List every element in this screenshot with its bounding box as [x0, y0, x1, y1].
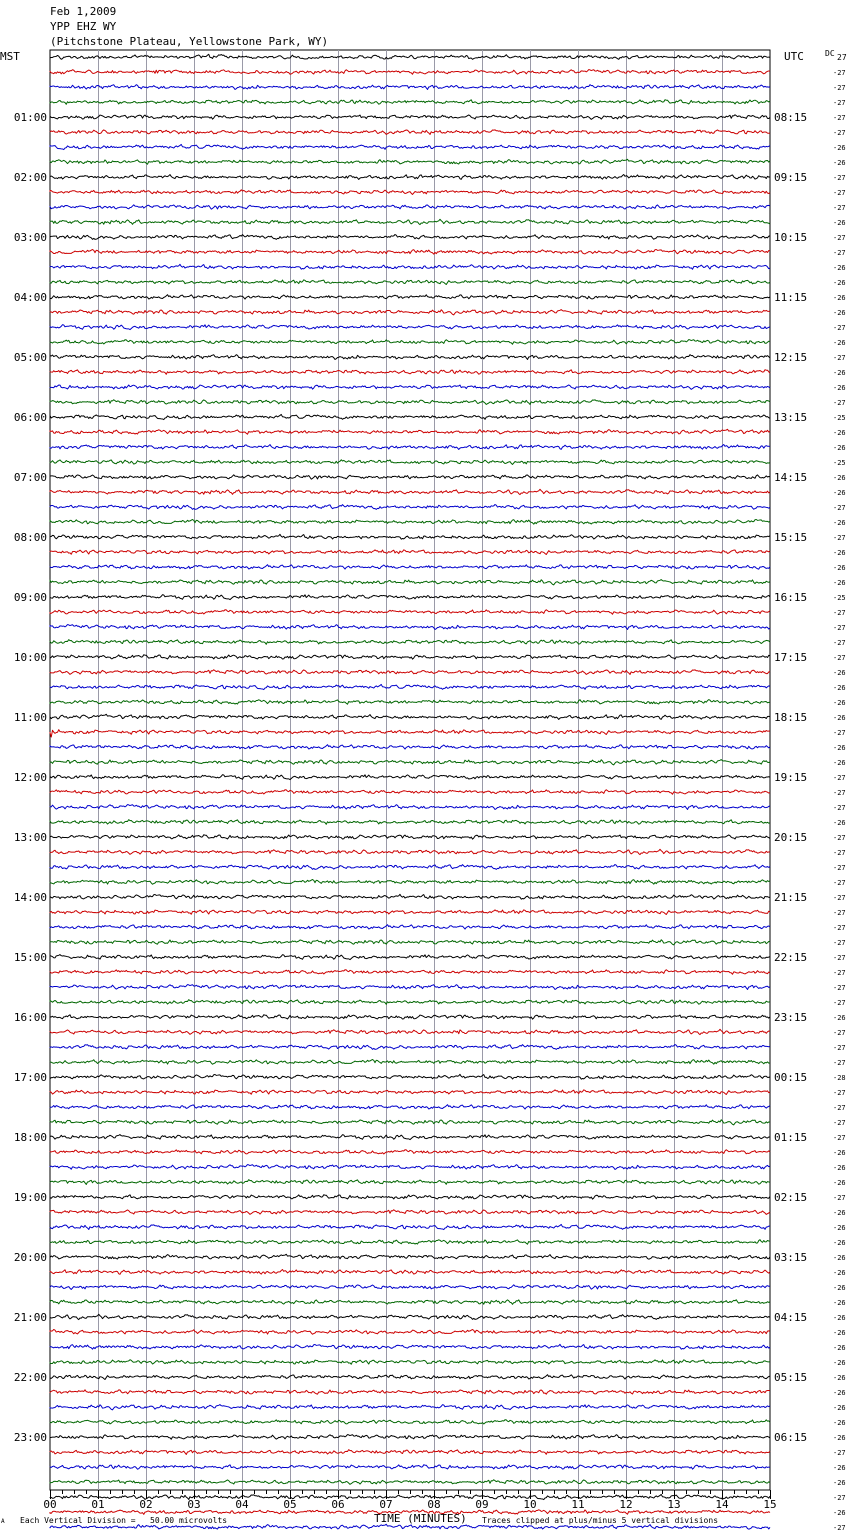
trace-line [50, 310, 770, 315]
trace-line [50, 1015, 770, 1019]
dc-offset-label: -26 [833, 1464, 846, 1472]
dc-offset-label: -26 [833, 744, 846, 752]
utc-time-label: 19:15 [774, 771, 808, 784]
dc-offset-label: -26 [833, 474, 846, 482]
mst-time-label: 20:00 [13, 1251, 47, 1264]
dc-offset-label: -27 [833, 879, 846, 887]
mst-time-label: 13:00 [13, 831, 47, 844]
dc-offset-label: -26 [833, 699, 846, 707]
dc-offset-label: -26 [833, 369, 846, 377]
dc-offset-label: -27 [833, 534, 846, 542]
trace-line [50, 235, 770, 240]
x-tick-label: 03 [187, 1498, 201, 1511]
trace-layer [50, 54, 770, 1534]
trace-line [50, 880, 770, 885]
dc-offset-label: -27 [833, 234, 846, 242]
dc-offset-label: -26 [833, 309, 846, 317]
dc-offset-label: -27 [833, 1134, 846, 1142]
mst-time-label: 12:00 [13, 771, 47, 784]
mst-time-label: 04:00 [13, 291, 47, 304]
trace-line [50, 1435, 770, 1440]
dc-offset-label: -27 [833, 1104, 846, 1112]
mst-time-label: 02:00 [13, 171, 47, 184]
trace-line [50, 1450, 770, 1455]
trace-line [50, 489, 770, 494]
trace-line [50, 444, 770, 449]
trace-line [50, 700, 770, 705]
trace-line [50, 534, 770, 539]
dc-offset-label: -26 [833, 1374, 846, 1382]
mst-time-label: 19:00 [13, 1191, 47, 1204]
utc-time-label: 21:15 [774, 891, 808, 904]
trace-line [50, 1060, 770, 1065]
trace-line [50, 580, 770, 585]
trace-line [50, 684, 770, 689]
trace-line [50, 1285, 770, 1290]
trace-line [50, 925, 770, 929]
trace-line [50, 505, 770, 510]
trace-line [50, 775, 770, 780]
mst-time-label: 05:00 [13, 351, 47, 364]
utc-time-label: 22:15 [774, 951, 808, 964]
x-tick-label: 07 [379, 1498, 393, 1511]
trace-line [50, 130, 770, 135]
dc-offset-label: -26 [833, 714, 846, 722]
trace-line [50, 219, 770, 224]
trace-line [50, 100, 770, 105]
dc-offset-label: -27 [833, 639, 846, 647]
dc-offset-label: -27 [833, 204, 846, 212]
dc-offset-label: -26 [833, 384, 846, 392]
footer-mark: A [1, 1518, 5, 1525]
dc-offset-label: -28 [833, 1074, 846, 1082]
dc-offset-label: -26 [833, 294, 846, 302]
dc-offset-label: -26 [833, 579, 846, 587]
mst-time-label: 11:00 [13, 711, 47, 724]
trace-line [50, 1524, 770, 1529]
utc-time-label: 13:15 [774, 411, 808, 424]
mst-time-label: 14:00 [13, 891, 47, 904]
dc-offset-label: -26 [833, 819, 846, 827]
mst-time-label: 23:00 [13, 1431, 47, 1444]
dc-offset-label: -26 [833, 279, 846, 287]
trace-line [50, 1000, 770, 1005]
x-tick-label: 11 [571, 1498, 585, 1511]
trace-line [50, 849, 770, 854]
trace-line [50, 955, 770, 960]
dc-offset-label: -27 [833, 864, 846, 872]
mst-time-label: 08:00 [13, 531, 47, 544]
dc-offset-label: -27 [833, 834, 846, 842]
dc-offset-label: -26 [833, 1509, 846, 1517]
dc-offset-label: -27 [833, 729, 846, 737]
dc-offset-label: -26 [833, 1314, 846, 1322]
dc-offset-label: -26 [833, 339, 846, 347]
trace-line [50, 760, 770, 765]
dc-offset-label: -26 [833, 1164, 846, 1172]
utc-time-label: 04:15 [774, 1311, 808, 1324]
dc-offset-label: -27 [833, 999, 846, 1007]
trace-line [50, 940, 770, 945]
dc-offset-label: -26 [833, 1389, 846, 1397]
trace-line [50, 910, 770, 915]
mst-time-label: 18:00 [13, 1131, 47, 1144]
trace-line [50, 714, 770, 719]
dc-offset-label: -27 [833, 399, 846, 407]
dc-offset-label: -27 [833, 174, 846, 182]
trace-line [50, 1120, 770, 1125]
dc-offset-label: -27 [833, 324, 846, 332]
x-tick-label: 08 [427, 1498, 441, 1511]
dc-offset-label: -27 [833, 114, 846, 122]
trace-line [50, 1135, 770, 1140]
dc-offset-label: -27 [833, 954, 846, 962]
utc-time-label: 23:15 [774, 1011, 808, 1024]
dc-offset-label: -26 [833, 519, 846, 527]
trace-line [50, 730, 770, 737]
utc-time-label: 00:15 [774, 1071, 808, 1084]
dc-offset-label: -26 [833, 1359, 846, 1367]
trace-line [50, 70, 770, 75]
dc-offset-label: -27 [833, 939, 846, 947]
trace-line [50, 1180, 770, 1185]
trace-line [50, 85, 770, 90]
trace-line [50, 1254, 770, 1259]
x-tick-label: 15 [763, 1498, 777, 1511]
utc-time-label: 20:15 [774, 831, 808, 844]
trace-line [50, 144, 770, 149]
header-location: (Pitchstone Plateau, Yellowstone Park, WY) [50, 35, 329, 48]
dc-offset-label: -27 [833, 354, 846, 362]
dc-offset-label: -26 [833, 489, 846, 497]
dc-offset-label: -26 [833, 159, 846, 167]
dc-offset-label: -27 [833, 609, 846, 617]
dc-offset-label: -27 [833, 1029, 846, 1037]
trace-line [50, 400, 770, 405]
mst-time-label: 09:00 [13, 591, 47, 604]
trace-line [50, 1105, 770, 1109]
dc-offset-label: -27 [833, 789, 846, 797]
trace-line [50, 385, 770, 389]
dc-offset-label: -26 [833, 1014, 846, 1022]
trace-line [50, 1224, 770, 1229]
trace-line [50, 655, 770, 659]
dc-offset-label: -27 [833, 969, 846, 977]
dc-offset-label: -26 [833, 1269, 846, 1277]
dc-offset-label: -27 [833, 1059, 846, 1067]
dc-offset-label: -26 [833, 759, 846, 767]
trace-line [50, 1480, 770, 1485]
x-tick-label: 13 [667, 1498, 681, 1511]
dc-offset-label: -26 [833, 1344, 846, 1352]
trace-line [50, 115, 770, 120]
dc-offset-label: -27 [833, 984, 846, 992]
mst-time-label: 15:00 [13, 951, 47, 964]
dc-offset-label: -26 [833, 1254, 846, 1262]
dc-offset-label: -26 [833, 1179, 846, 1187]
trace-line [50, 1465, 770, 1469]
trace-line [50, 894, 770, 899]
dc-offset-label: -27 [833, 894, 846, 902]
dc-offset-label: -27 [833, 1494, 846, 1502]
trace-line [50, 1269, 770, 1274]
dc-offset-label: -26 [833, 264, 846, 272]
dc-offset-label: -27 [833, 624, 846, 632]
x-tick-label: 05 [283, 1498, 297, 1511]
utc-time-label: 14:15 [774, 471, 808, 484]
trace-line [50, 429, 770, 434]
trace-line [50, 355, 770, 360]
x-tick-label: 09 [475, 1498, 489, 1511]
dc-offset-label: -26 [833, 1284, 846, 1292]
header-station: YPP EHZ WY [50, 20, 117, 33]
dc-offset-label: -27 [833, 1449, 846, 1457]
utc-time-label: 10:15 [774, 231, 808, 244]
trace-line [50, 1240, 770, 1245]
trace-line [50, 250, 770, 255]
trace-line [50, 1314, 770, 1319]
dc-offset-label: -27 [833, 804, 846, 812]
trace-line [50, 1390, 770, 1394]
dc-offset-label: -26 [833, 1419, 846, 1427]
mst-time-label: 06:00 [13, 411, 47, 424]
dc-offset-label: -25 [833, 459, 846, 467]
trace-line [50, 625, 770, 630]
trace-line [50, 159, 770, 164]
trace-line [50, 414, 770, 419]
dc-offset-label: -26 [833, 1479, 846, 1487]
x-tick-label: 02 [139, 1498, 153, 1511]
dc-offset-label: -27 [833, 849, 846, 857]
utc-time-label: 06:15 [774, 1431, 808, 1444]
trace-line [50, 1195, 770, 1199]
dc-offset-label: -26 [833, 1209, 846, 1217]
x-tick-label: 12 [619, 1498, 633, 1511]
dc-offset-label: -27 [833, 1089, 846, 1097]
trace-line [50, 550, 770, 555]
dc-offset-label: -27 [833, 1524, 846, 1532]
right-zone-label: UTC [784, 50, 804, 63]
trace-line [50, 54, 770, 59]
trace-line [50, 295, 770, 299]
dc-offset-label: -27 [833, 69, 846, 77]
utc-time-label: 03:15 [774, 1251, 808, 1264]
dc-offset-label: -26 [833, 429, 846, 437]
trace-line [50, 670, 770, 675]
x-tick-label: 06 [331, 1498, 345, 1511]
trace-line [50, 1045, 770, 1050]
dc-offset-label: -27 [833, 84, 846, 92]
trace-line [50, 174, 770, 179]
trace-line [50, 790, 770, 795]
mst-time-label: 22:00 [13, 1371, 47, 1384]
trace-line [50, 205, 770, 209]
utc-time-label: 05:15 [774, 1371, 808, 1384]
trace-line [50, 970, 770, 975]
dc-offset-label: -27 [833, 909, 846, 917]
dc-offset-label: -27 [833, 1044, 846, 1052]
dc-offset-label: -26 [833, 444, 846, 452]
trace-line [50, 1150, 770, 1154]
mst-time-label: 10:00 [13, 651, 47, 664]
left-zone-label: MST [0, 50, 20, 63]
trace-line [50, 985, 770, 990]
trace-line [50, 1029, 770, 1034]
trace-line [50, 190, 770, 195]
dc-offset-label: -27 [833, 1194, 846, 1202]
footer-vertical-division: Each Vertical Division = 50.00 microvolts [20, 1516, 228, 1525]
trace-line [50, 805, 770, 810]
dc-offset-label: -27 [833, 774, 846, 782]
utc-time-label: 08:15 [774, 111, 808, 124]
dc-offset-label: -27 [833, 504, 846, 512]
dc-offset-label: -26 [833, 1149, 846, 1157]
x-axis [43, 1490, 776, 1511]
trace-line [50, 340, 770, 345]
trace-line [50, 595, 770, 600]
dc-offset-label: -25 [833, 594, 846, 602]
trace-line [50, 1360, 770, 1365]
trace-line [50, 610, 770, 615]
utc-time-label: 09:15 [774, 171, 808, 184]
trace-line [50, 865, 770, 870]
header-date: Feb 1,2009 [50, 5, 117, 18]
utc-time-label: 17:15 [774, 651, 808, 664]
utc-time-label: 02:15 [774, 1191, 808, 1204]
trace-line [50, 475, 770, 479]
dc-offset-label: -26 [833, 1434, 846, 1442]
dc-offset-label: -26 [833, 684, 846, 692]
dc-offset-label: -26 [833, 549, 846, 557]
trace-line [50, 565, 770, 569]
trace-line [50, 1405, 770, 1410]
dc-top-value: 27 [837, 53, 847, 62]
trace-line [50, 1210, 770, 1215]
trace-line [50, 1420, 770, 1424]
mst-time-label: 21:00 [13, 1311, 47, 1324]
dc-offset-label: -27 [833, 924, 846, 932]
trace-line [50, 1090, 770, 1095]
x-tick-label: 10 [523, 1498, 537, 1511]
dc-offset-label: -27 [833, 129, 846, 137]
dc-offset-label: -26 [833, 1299, 846, 1307]
dc-offset-label: -26 [833, 1404, 846, 1412]
utc-time-label: 15:15 [774, 531, 808, 544]
label-layer [14, 69, 846, 1534]
trace-line [50, 1300, 770, 1305]
trace-line [50, 264, 770, 269]
dc-offset-label: -26 [833, 564, 846, 572]
utc-time-label: 01:15 [774, 1131, 808, 1144]
x-tick-label: 00 [43, 1498, 57, 1511]
trace-line [50, 820, 770, 825]
trace-line [50, 370, 770, 375]
utc-time-label: 18:15 [774, 711, 808, 724]
mst-time-label: 03:00 [13, 231, 47, 244]
dc-offset-label: -26 [833, 1224, 846, 1232]
trace-line [50, 325, 770, 330]
dc-offset-label: -25 [833, 414, 846, 422]
x-tick-label: 01 [91, 1498, 105, 1511]
dc-offset-label: -26 [833, 1329, 846, 1337]
mst-time-label: 17:00 [13, 1071, 47, 1084]
dc-offset-label: -27 [833, 1119, 846, 1127]
dc-offset-label: -26 [833, 144, 846, 152]
trace-line [50, 1165, 770, 1170]
trace-line [50, 1344, 770, 1349]
utc-time-label: 12:15 [774, 351, 808, 364]
trace-line [50, 280, 770, 285]
trace-line [50, 520, 770, 525]
dc-offset-label: -27 [833, 654, 846, 662]
dc-offset-label: -27 [833, 249, 846, 257]
dc-offset-label: -26 [833, 219, 846, 227]
trace-line [50, 640, 770, 645]
trace-line [50, 835, 770, 839]
trace-line [50, 1375, 770, 1380]
mst-time-label: 07:00 [13, 471, 47, 484]
x-tick-label: 04 [235, 1498, 249, 1511]
footer-clip-note: Traces clipped at plus/minus 5 vertical divisions [482, 1516, 719, 1525]
dc-offset-label: -26 [833, 1239, 846, 1247]
dc-offset-label: -26 [833, 669, 846, 677]
utc-time-label: 11:15 [774, 291, 808, 304]
mst-time-label: 16:00 [13, 1011, 47, 1024]
trace-line [50, 460, 770, 465]
x-tick-label: 14 [715, 1498, 729, 1511]
mst-time-label: 01:00 [13, 111, 47, 124]
x-axis-title: TIME (MINUTES) [374, 1512, 467, 1525]
trace-line [50, 1074, 770, 1079]
trace-line [50, 745, 770, 749]
dc-label: DC [825, 49, 835, 58]
utc-time-label: 16:15 [774, 591, 808, 604]
dc-offset-label: -27 [833, 189, 846, 197]
trace-line [50, 1329, 770, 1334]
trace-line [50, 1494, 770, 1499]
dc-offset-label: -27 [833, 99, 846, 107]
